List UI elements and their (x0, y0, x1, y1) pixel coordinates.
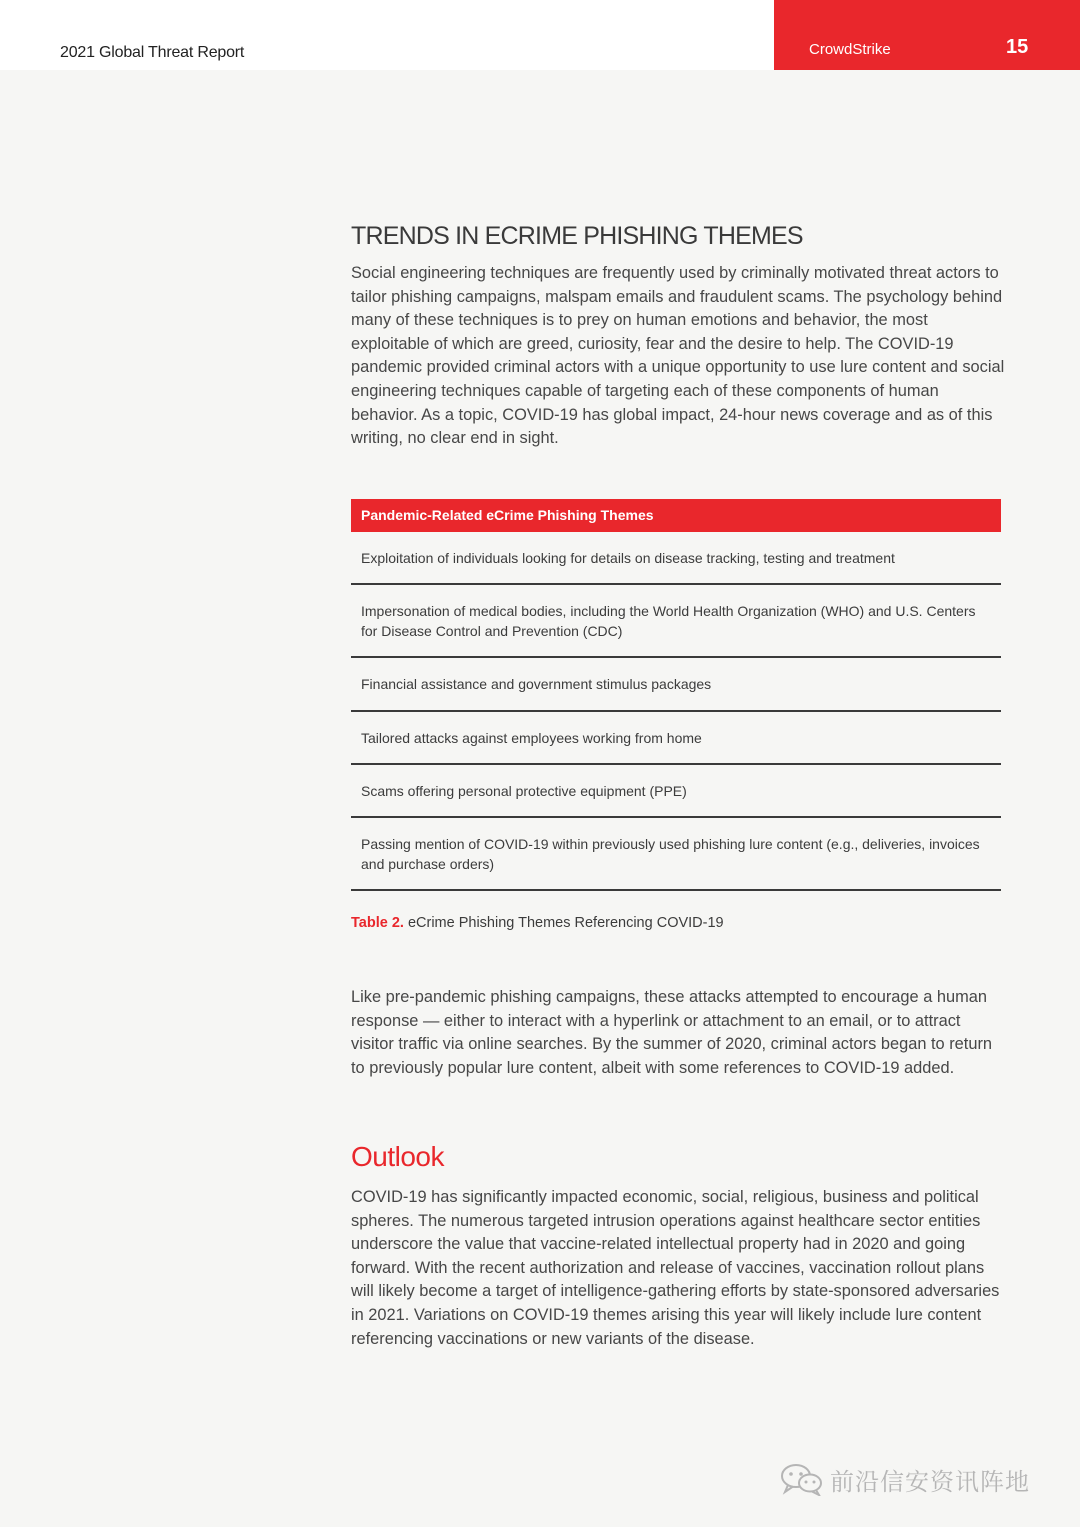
caption-text: eCrime Phishing Themes Referencing COVID-19 (403, 915, 724, 931)
table-row: Scams offering personal protective equipment (PPE) (351, 765, 1001, 818)
table-row: Exploitation of individuals looking for details on disease tracking, testing and treatment (351, 532, 1001, 585)
watermark (780, 1459, 1030, 1499)
page-number: 15 (1006, 36, 1029, 58)
header-bar (0, 0, 774, 70)
themes-table (351, 499, 1001, 891)
table-row: Tailored attacks against employees working from home (351, 712, 1001, 765)
table-row: Financial assistance and government stimulus packages (351, 658, 1001, 712)
section-heading: TRENDS IN ECRIME PHISHING THEMES (351, 222, 803, 250)
brand-name: CrowdStrike (809, 41, 891, 58)
outlook-paragraph: COVID-19 has significantly impacted economic, social, religious, business and political spheres. The numerous targeted intrusion operations against healthcare sector entities underscore the value that vaccine-related intellectual property had in 2020 and going forward. With the recent authorization and release of vaccines, vaccination rollout plans will likely become a target of intelligence-gathering efforts by state-sponsored adversaries in 2021. Variations on COVID-19 themes arising this year will likely include lure content referencing vaccinations or new variants of the disease. (351, 1188, 1000, 1348)
report-title: 2021 Global Threat Report (60, 44, 245, 61)
table-caption (351, 915, 724, 931)
table-row: Impersonation of medical bodies, including the World Health Organization (WHO) and U.S. Centers for Disease Control and Prevention (CDC) (351, 585, 1001, 658)
table-header: Pandemic-Related eCrime Phishing Themes (351, 499, 1001, 532)
outlook-heading: Outlook (351, 1141, 444, 1172)
header-brand-block (774, 0, 1080, 70)
intro-paragraph: Social engineering techniques are frequently used by criminally motivated threat actors to tailor phishing campaigns, malspam emails and fraudulent scams. The psychology behind many of these techniques is to prey on human emotions and behavior, the most exploitable of which are greed, curiosity, fear and the desire to help. The COVID-19 pandemic provided criminal actors with a unique opportunity to use lure content and social engineering techniques capable of targeting each of these components of human behavior. As a topic, COVID-19 has global impact, 24-hour news coverage and as of this writing, no clear end in sight. (351, 264, 1005, 448)
table-row: Passing mention of COVID-19 within previously used phishing lure content (e.g., deliveries, invoices and purchase orders) (351, 818, 1001, 891)
after-table-paragraph: Like pre-pandemic phishing campaigns, these attacks attempted to encourage a human response — either to interact with a hyperlink or attachment to an email, or to attract visitor traffic via online searches. By the summer of 2020, criminal actors began to return to previously popular lure content, albeit with some references to COVID-19 added. (351, 988, 993, 1077)
caption-label: Table 2. (351, 915, 404, 931)
wechat-icon (780, 1462, 824, 1496)
watermark-text: 前沿信安资讯阵地 (830, 1467, 1030, 1496)
